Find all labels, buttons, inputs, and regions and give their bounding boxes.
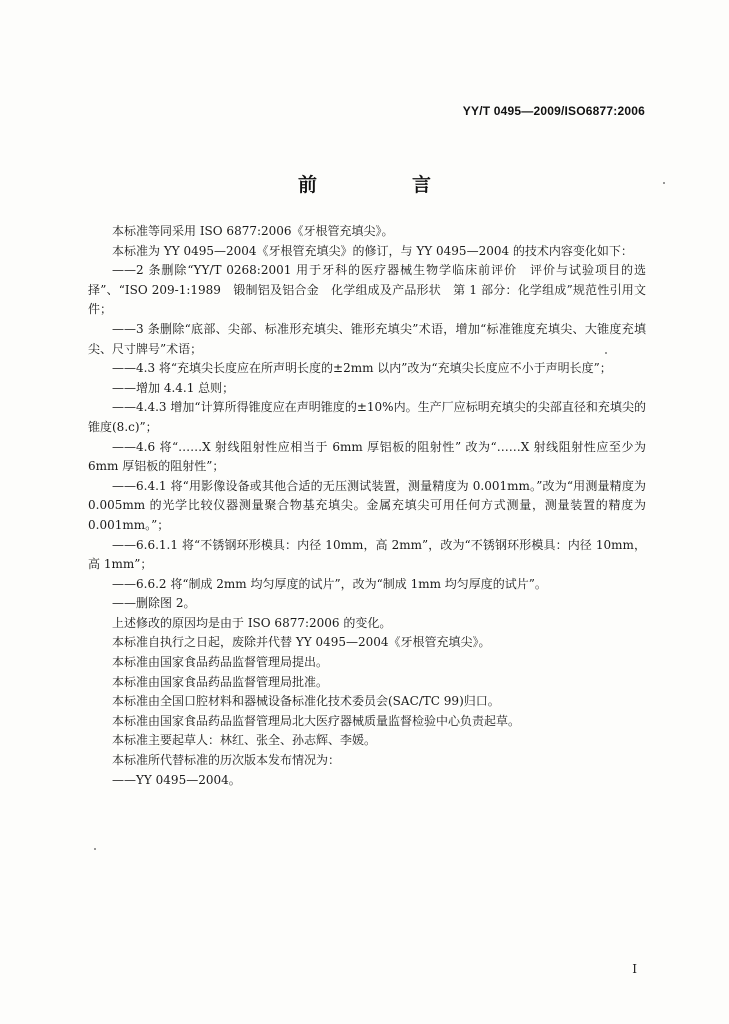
paragraph: 上述修改的原因均是由于 ISO 6877:2006 的变化。: [112, 615, 392, 630]
paragraph: ——4.4.3 增加“计算所得锥度应在声明锥度的±10%内。生产厂应标明充填尖的尖部直径和充填尖的锥度(8.c)”；: [88, 400, 646, 434]
paragraph: ——删除图 2。: [112, 596, 196, 611]
paragraph: ——6.4.1 将“用影像设备或其他合适的无压测试装置，测量精度为 0.001mm。”改为“用测量精度为 0.005mm 的光学比较仪器测量聚合物基充填尖。金属充填尖可用任何方式测量，测量装置的精度为 0.001mm。”；: [88, 478, 646, 532]
scan-speck: [663, 182, 665, 184]
paragraph: ——4.6 将“……X 射线阻射性应相当于 6mm 厚铝板的阻射性” 改为“……X 射线阻射性应至少为 6mm 厚铝板的阻射性”；: [88, 439, 646, 474]
paragraph: 本标准等同采用 ISO 6877:2006《牙根管充填尖》。: [112, 224, 394, 238]
paragraph: 本标准由全国口腔材料和器械设备标准化技术委员会(SAC/TC 99)归口。: [112, 694, 500, 709]
page-number: I: [632, 962, 637, 976]
paragraph: 本标准由国家食品药品监督管理局提出。: [112, 655, 329, 670]
page-title: 前 言: [297, 174, 469, 196]
paragraph: 本标准由国家食品药品监督管理局北大医疗器械质量监督检验中心负责起草。: [112, 713, 521, 728]
paragraph: 本标准由国家食品药品监督管理局批准。: [112, 674, 329, 689]
paragraph: ——6.6.1.1 将“不锈钢环形模具：内径 10mm，高 2mm”，改为“不锈钢环形模具：内径 10mm，高 1mm”；: [88, 537, 646, 572]
scan-speck: [605, 352, 607, 354]
paragraph: ——2 条删除“YY/T 0268:2001 用于牙科的医疗器械生物学临床前评价 评价与试验项目的选择”、“ISO 209-1:1989 锻制铝及铝合金 化学组成及产品形状 第 1 部分：化学组成”规范性引用文件；: [88, 263, 646, 317]
paragraph: 本标准自执行之日起，废除并代替 YY 0495—2004《牙根管充填尖》。: [112, 635, 491, 650]
paragraph: ——YY 0495—2004。: [112, 772, 241, 787]
paragraph: 本标准为 YY 0495—2004《牙根管充填尖》的修订，与 YY 0495—2004 的技术内容变化如下：: [112, 243, 633, 258]
paragraph: ——6.6.2 将“制成 2mm 均匀厚度的试片”，改为“制成 1mm 均匀厚度的试片”。: [112, 576, 547, 591]
foreword-body: [88, 222, 646, 790]
paragraph: 本标准所代替标准的历次版本发布情况为：: [112, 753, 341, 768]
paragraph: ——3 条删除“底部、尖部、标准形充填尖、锥形充填尖”术语，增加“标准锥度充填尖、大锥度充填尖、尺寸牌号”术语；: [88, 321, 646, 356]
paragraph: ——4.3 将“充填尖长度应在所声明长度的±2mm 以内”改为“充填尖长度应不小于声明长度”；: [112, 361, 612, 376]
scan-speck: [94, 848, 96, 850]
paragraph: 本标准主要起草人：林红、张全、孙志辉、李媛。: [112, 733, 377, 748]
standard-code: YY/T 0495—2009/ISO6877:2006: [462, 104, 645, 118]
paragraph: ——增加 4.4.1 总则；: [112, 380, 235, 395]
